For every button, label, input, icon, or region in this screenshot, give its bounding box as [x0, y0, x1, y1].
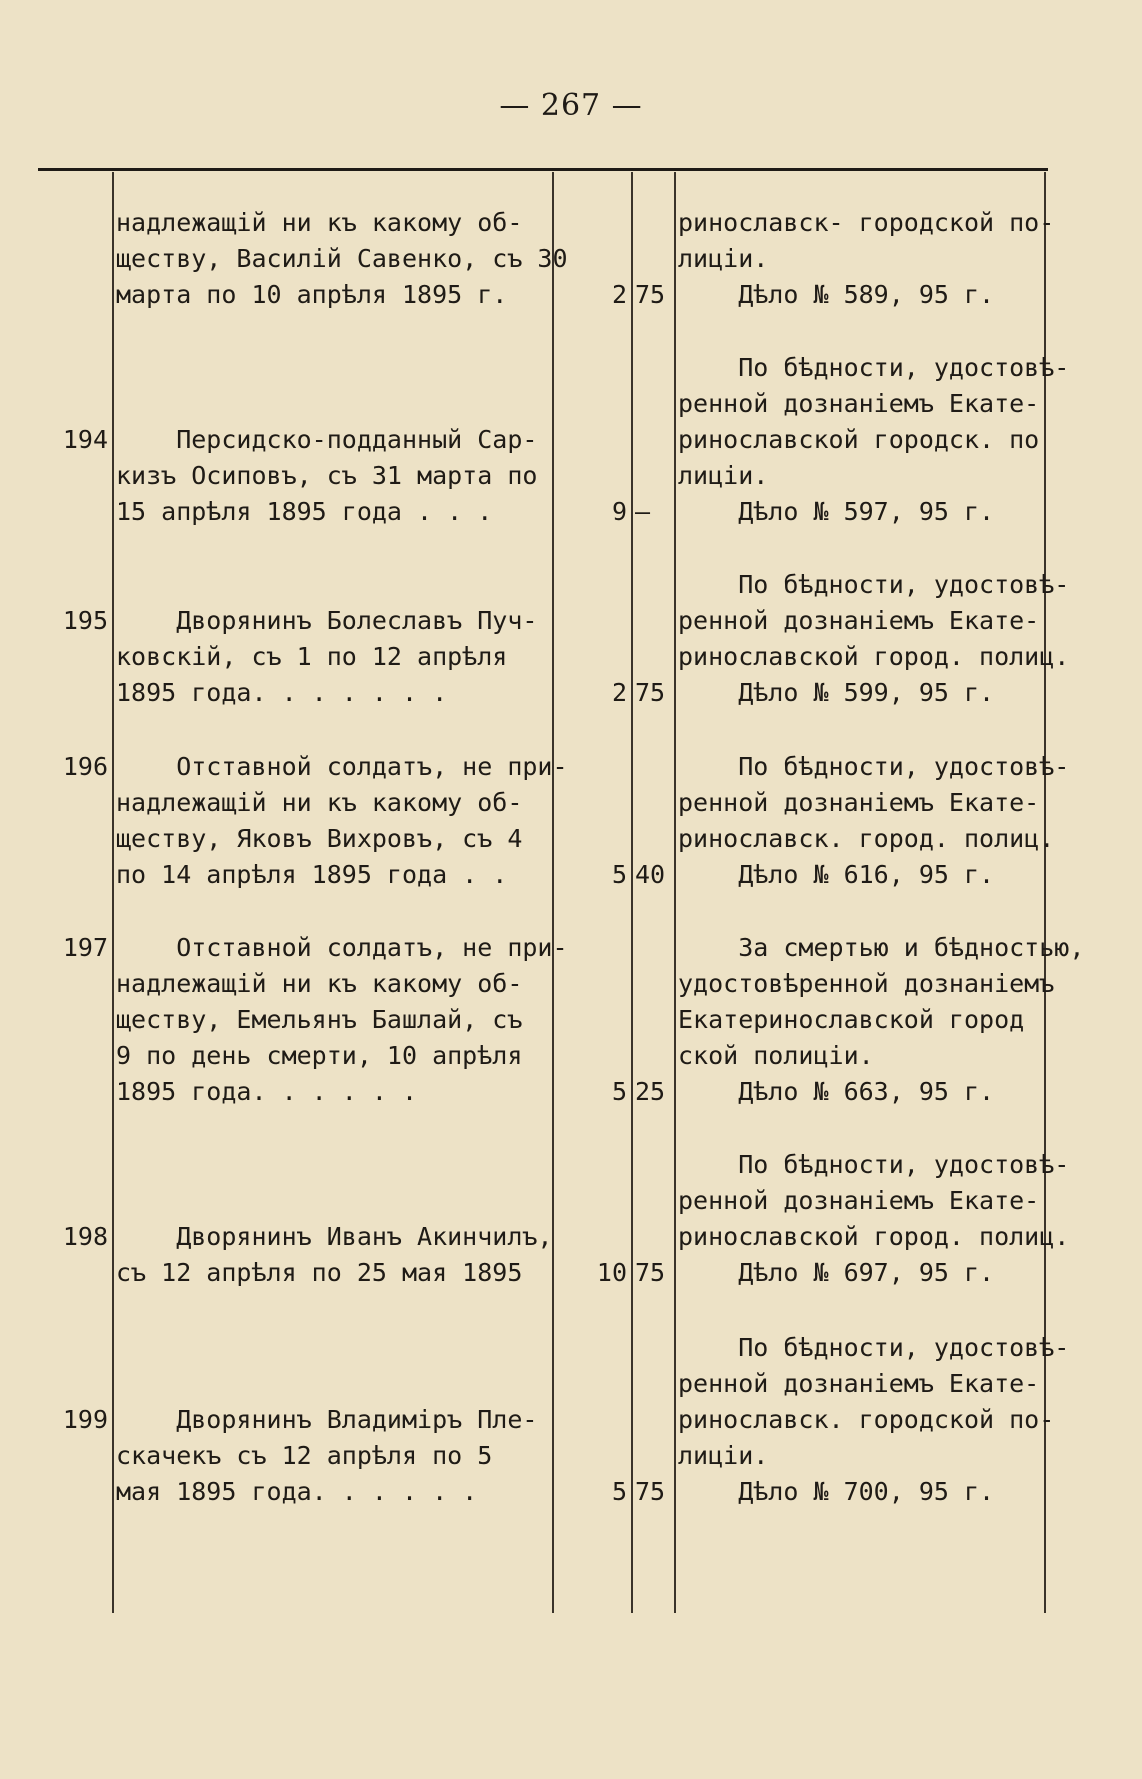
- entry-rubles: 10: [596, 1258, 627, 1287]
- entry-description: Отставной солдатъ, не при- надлежащій ни къ какому об- ществу, Емельянъ Башлай, съ 9 по день смерти, 10 апрѣля 1895 года. . . . . .: [116, 933, 568, 1106]
- entry-description: Отставной солдатъ, не при- надлежащій ни къ какому об- ществу, Яковъ Вихровъ, съ 4 по 14 апрѣля 1895 года . .: [116, 752, 568, 889]
- entry-kopecks: 25: [635, 1077, 666, 1106]
- entry-kopecks: 75: [635, 280, 666, 309]
- entry-note: По бѣдности, удостовѣ- ренной дознаніемъ Екате- ринославск. городской по- лиціи. Дѣло № 700, 95 г.: [678, 1333, 1070, 1506]
- entry-note: ринославск- городской по- лиціи. Дѣло № 589, 95 г.: [678, 208, 1055, 309]
- entry-note: По бѣдности, удостовѣ- ренной дознаніемъ Екате- ринославск. город. полиц. Дѣло № 616, 95 г.: [678, 752, 1070, 889]
- page-number: — 267 —: [499, 88, 643, 123]
- entry-rubles: 5: [611, 1077, 627, 1106]
- column-divider-kopecks: [631, 172, 633, 1613]
- entry-rubles: 5: [611, 860, 627, 889]
- entry-note: По бѣдности, удостовѣ- ренной дознаніемъ Екате- ринославской городск. по лиціи. Дѣло № 597, 95 г.: [678, 353, 1070, 526]
- entry-description: Дворянинъ Болеславъ Пуч- ковскій, съ 1 по 12 апрѣля 1895 года. . . . . . .: [116, 606, 538, 707]
- entry-description: Дворянинъ Владиміръ Пле- скачекъ съ 12 апрѣля по 5 мая 1895 года. . . . . .: [116, 1405, 538, 1506]
- entry-description: Дворянинъ Иванъ Акинчилъ, съ 12 апрѣля по 25 мая 1895: [116, 1222, 553, 1287]
- entry-note: По бѣдности, удостовѣ- ренной дознаніемъ Екате- ринославской город. полиц. Дѣло № 599, 95 г.: [678, 570, 1070, 707]
- entry-number: 199: [62, 1405, 108, 1434]
- entry-kopecks: 75: [635, 678, 666, 707]
- ledger-table: [38, 168, 1085, 1613]
- entry-note: По бѣдности, удостовѣ- ренной дознаніемъ Екате- ринославской город. полиц. Дѣло № 697, 95 г.: [678, 1150, 1070, 1287]
- entry-kopecks: 75: [635, 1258, 666, 1287]
- column-divider-amount: [674, 172, 676, 1613]
- entry-rubles: 9: [611, 497, 627, 526]
- entry-number: 194: [62, 425, 108, 454]
- entry-kopecks: 40: [635, 860, 666, 889]
- entry-description: Персидско-подданный Сар- кизъ Осиповъ, съ 31 марта по 15 апрѣля 1895 года . . .: [116, 425, 538, 526]
- entry-number: 196: [62, 752, 108, 781]
- table-top-rule: [38, 168, 1048, 171]
- entry-number: 197: [62, 933, 108, 962]
- entry-rubles: 2: [611, 678, 627, 707]
- entry-rubles: 2: [611, 280, 627, 309]
- entry-kopecks: 75: [635, 1477, 666, 1506]
- entry-number: 198: [62, 1222, 108, 1251]
- entry-kopecks: —: [635, 497, 651, 526]
- entry-description: надлежащій ни къ какому об- ществу, Василій Савенко, съ 30 марта по 10 апрѣля 1895 г.: [116, 208, 568, 309]
- entry-number: 195: [62, 606, 108, 635]
- column-divider-number: [112, 172, 114, 1613]
- entry-rubles: 5: [611, 1477, 627, 1506]
- entry-note: За смертью и бѣдностью, удостовѣренной дознаніемъ Екатеринославской город ской полиціи. Дѣло № 663, 95 г.: [678, 933, 1085, 1106]
